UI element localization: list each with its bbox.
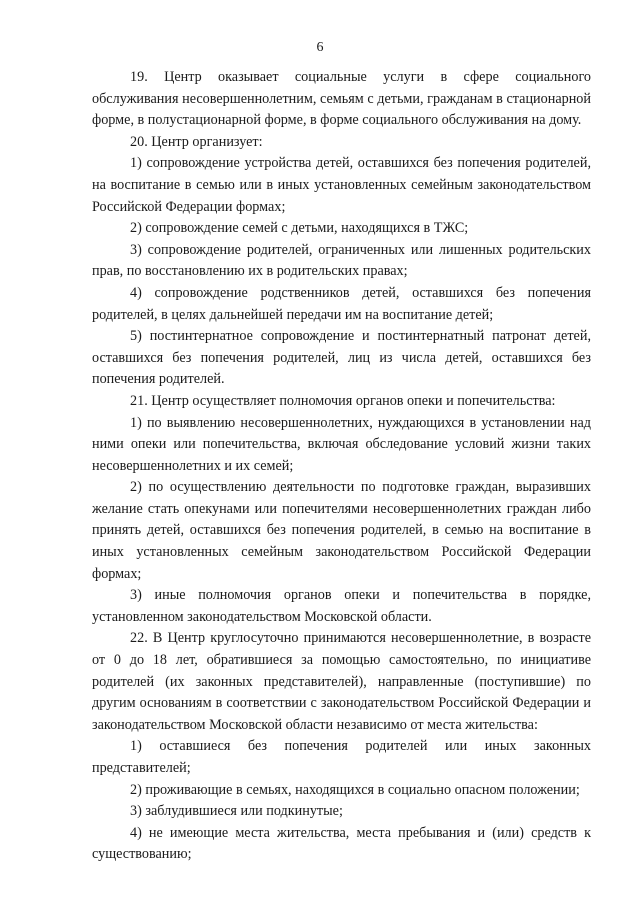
- paragraph-22-item-1: 1) оставшиеся без попечения родителей или иных законных представителей;: [92, 738, 591, 776]
- paragraph-19-services: 19. Центр оказывает социальные услуги в сфере социального обслуживания несовершеннолетним, семьям с детьми, гражданам в стационарной форме, в полустационарной форме, в форме социального обслуживания на дому.: [92, 69, 591, 129]
- paragraph-20-item-2: 2) сопровождение семей с детьми, находящихся в ТЖС;: [130, 220, 469, 237]
- paragraph-20-item-4: 4) сопровождение родственников детей, оставшихся без попечения родителей, в целях дальнейшей передачи им на воспитание детей;: [92, 284, 591, 323]
- paragraph-20-item-3: 3) сопровождение родителей, ограниченных или лишенных родительских прав, по восстановлению их в родительских правах;: [92, 241, 591, 280]
- paragraph-22-item-4: 4) не имеющие места жительства, места пребывания и (или) средств к существованию;: [92, 824, 591, 863]
- paragraph-22-heading: 22. В Центр круглосуточно принимаются несовершеннолетние, в возрасте от 0 до 18 лет, обратившиеся за помощью самостоятельно, по инициативе родителей (их законных представителей), направленные (поступившие) по другим основаниям в соответствии с законодательством Российской Федерации и законодательством Московской области независимо от места жительства:: [92, 630, 591, 733]
- paragraph-20-item-5: 5) постинтернатное сопровождение и постинтернатный патронат детей, оставшихся без попечения родителей, лиц из числа детей, оставшихся без попечения родителей.: [92, 328, 591, 388]
- paragraph-22-item-3: 3) заблудившиеся или подкинутые;: [130, 803, 343, 820]
- paragraph-21-item-2: 2) по осуществлению деятельности по подготовке граждан, выразивших желание стать опекунами или попечителями несовершеннолетних граждан либо принять детей, оставшихся без попечения родителей, в семью на воспитание в иных установленных семейным законодательством Российской Федерации формах;: [92, 479, 591, 582]
- paragraph-22-item-2: 2) проживающие в семьях, находящихся в социально опасном положении;: [130, 781, 580, 798]
- document-body: [92, 67, 591, 866]
- paragraph-20-heading: 20. Центр организует:: [130, 133, 263, 150]
- paragraph-21-heading: 21. Центр осуществляет полномочия органов опеки и попечительства:: [130, 392, 556, 409]
- paragraph-20-item-1: 1) сопровождение устройства детей, оставшихся без попечения родителей, на воспитание в семью или в иных установленных семейным законодательством Российской Федерации формах;: [92, 155, 591, 215]
- page-number: 6: [316, 40, 324, 55]
- paragraph-21-item-3: 3) иные полномочия органов опеки и попечительства в порядке, установленном законодательством Московской области.: [92, 587, 591, 625]
- paragraph-21-item-1: 1) по выявлению несовершеннолетних, нуждающихся в установлении над ними опеки или попечительства, включая обследование условий жизни таких несовершеннолетних и их семей;: [92, 414, 591, 474]
